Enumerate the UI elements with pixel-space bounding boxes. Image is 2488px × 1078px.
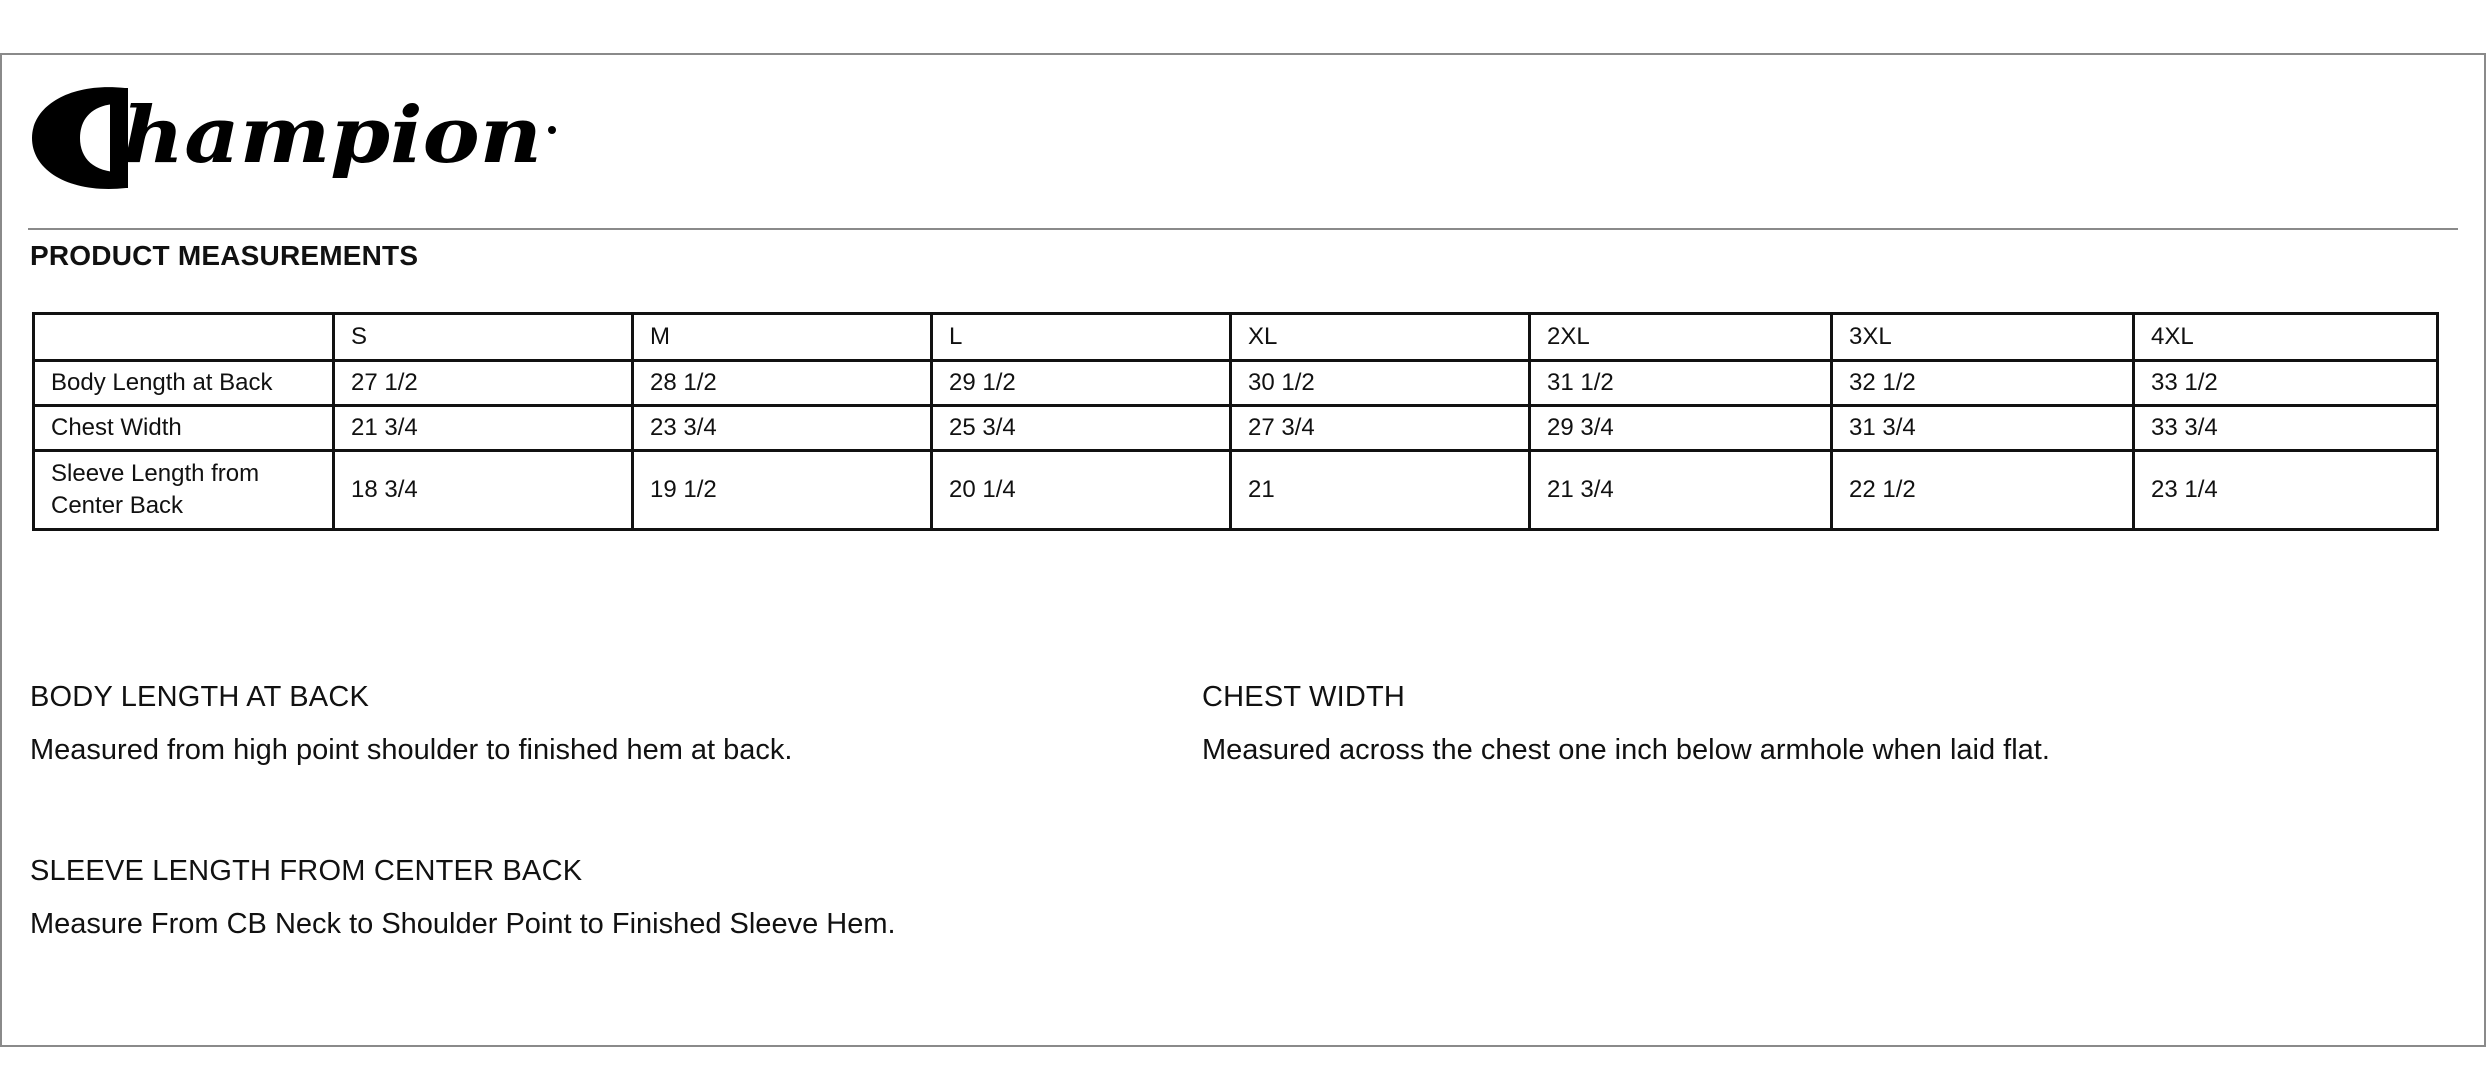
measurement-cell: 21 3/4 — [1530, 451, 1832, 530]
measurement-cell: 21 3/4 — [334, 406, 633, 451]
row-label — [34, 451, 334, 530]
size-header: 4XL — [2134, 314, 2438, 361]
body-length-description: Measured from high point shoulder to finished hem at back. — [30, 734, 793, 766]
measurement-cell: 23 1/4 — [2134, 451, 2438, 530]
measurement-cell: 25 3/4 — [932, 406, 1231, 451]
row-label-line: Center Back — [51, 492, 184, 519]
table-header-row — [34, 314, 2438, 361]
table-corner-cell — [34, 314, 334, 361]
size-header: L — [932, 314, 1231, 361]
measurement-cell: 30 1/2 — [1231, 361, 1530, 406]
measurement-cell: 23 3/4 — [633, 406, 932, 451]
champion-logo-graphic — [30, 76, 570, 206]
measurement-cell: 27 1/2 — [334, 361, 633, 406]
champion-logo — [30, 76, 570, 206]
section-title: PRODUCT MEASUREMENTS — [30, 240, 419, 271]
table-row — [34, 451, 2438, 530]
header-divider — [28, 228, 2458, 230]
table-row — [34, 406, 2438, 451]
measurement-cell: 22 1/2 — [1832, 451, 2134, 530]
measurement-cell: 31 3/4 — [1832, 406, 2134, 451]
measurement-cell: 27 3/4 — [1231, 406, 1530, 451]
measurement-cell: 28 1/2 — [633, 361, 932, 406]
size-header: 2XL — [1530, 314, 1832, 361]
measurement-cell: 19 1/2 — [633, 451, 932, 530]
measurement-cell: 18 3/4 — [334, 451, 633, 530]
svg-text:hampion: hampion — [122, 90, 542, 181]
body-length-title: BODY LENGTH AT BACK — [30, 681, 370, 713]
size-header: M — [633, 314, 932, 361]
size-header: XL — [1231, 314, 1530, 361]
measurement-cell: 21 — [1231, 451, 1530, 530]
measurement-cell: 33 1/2 — [2134, 361, 2438, 406]
measurement-cell: 32 1/2 — [1832, 361, 2134, 406]
row-label: Body Length at Back — [34, 361, 334, 406]
measurements-table — [32, 312, 2439, 531]
sleeve-length-title: SLEEVE LENGTH FROM CENTER BACK — [30, 855, 583, 887]
measurement-cell: 29 1/2 — [932, 361, 1231, 406]
measurement-cell: 33 3/4 — [2134, 406, 2438, 451]
measurement-cell: 29 3/4 — [1530, 406, 1832, 451]
chest-width-description: Measured across the chest one inch below armhole when laid flat. — [1202, 734, 2050, 766]
measurement-cell: 31 1/2 — [1530, 361, 1832, 406]
measurement-cell: 20 1/4 — [932, 451, 1231, 530]
table-row — [34, 361, 2438, 406]
row-label: Chest Width — [34, 406, 334, 451]
chest-width-title: CHEST WIDTH — [1202, 681, 1406, 713]
size-header: 3XL — [1832, 314, 2134, 361]
size-header: S — [334, 314, 633, 361]
sleeve-length-description: Measure From CB Neck to Shoulder Point to Finished Sleeve Hem. — [30, 908, 896, 940]
row-label-line: Sleeve Length from — [51, 460, 260, 487]
